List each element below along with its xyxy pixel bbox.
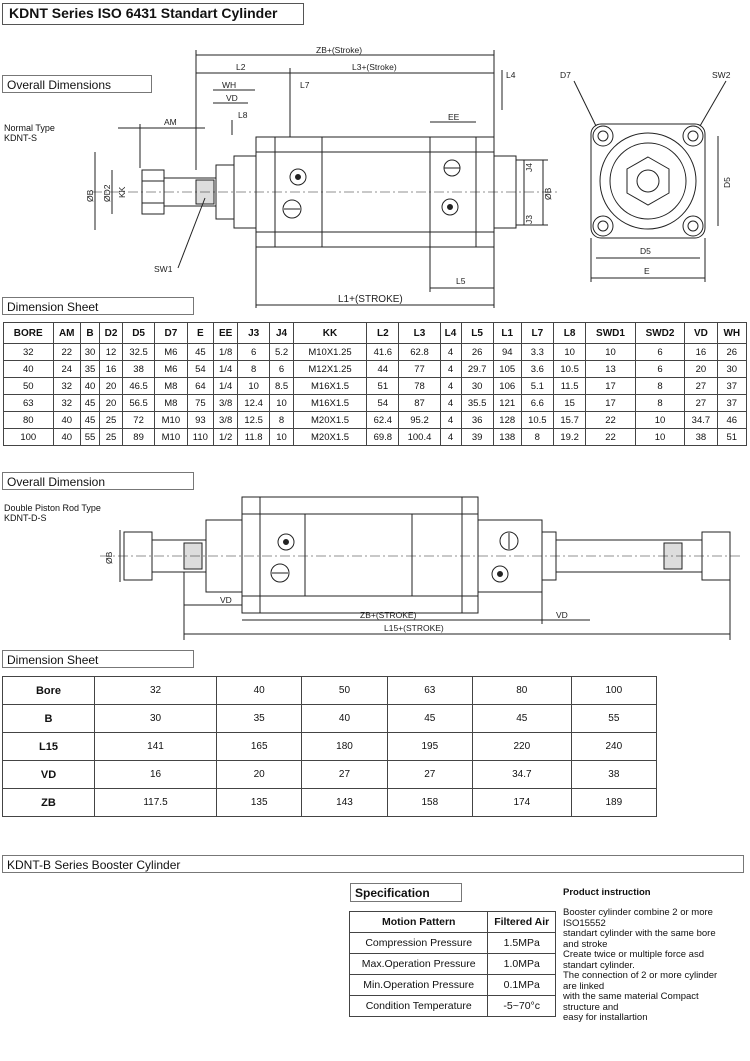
table-cell: 27 bbox=[387, 761, 472, 789]
table-cell: 1/2 bbox=[214, 429, 238, 446]
column-header: B bbox=[80, 323, 99, 344]
table-cell: 3/8 bbox=[214, 395, 238, 412]
table-cell: 20 bbox=[217, 761, 302, 789]
table-cell: M16X1.5 bbox=[293, 378, 366, 395]
table-cell: 165 bbox=[217, 733, 302, 761]
table-cell: 8 bbox=[238, 361, 270, 378]
instruction-line: standart cylinder. bbox=[563, 959, 635, 971]
table-cell: 63 bbox=[387, 677, 472, 705]
table-cell: 6 bbox=[270, 361, 294, 378]
column-header: L5 bbox=[461, 323, 493, 344]
table-cell: 51 bbox=[367, 378, 399, 395]
table-header-row bbox=[350, 912, 556, 933]
spec-label: Max.Operation Pressure bbox=[350, 954, 488, 975]
table-cell: 72 bbox=[122, 412, 154, 429]
table-cell: M12X1.25 bbox=[293, 361, 366, 378]
dim-label-j3: J3 bbox=[524, 215, 534, 224]
table-cell: 27 bbox=[685, 395, 717, 412]
table-cell: 1/4 bbox=[214, 361, 238, 378]
page-title: KDNT Series ISO 6431 Standart Cylinder bbox=[2, 3, 304, 25]
table-cell: 38 bbox=[122, 361, 154, 378]
table-cell: 45 bbox=[187, 344, 214, 361]
dim-label-d5: D5 bbox=[640, 246, 651, 256]
table-cell: 240 bbox=[571, 733, 656, 761]
row-header: B bbox=[3, 705, 95, 733]
table-cell: 36 bbox=[461, 412, 493, 429]
table-cell: 20 bbox=[100, 395, 123, 412]
table-cell: M10 bbox=[155, 429, 187, 446]
table-cell: 8 bbox=[521, 429, 553, 446]
table-cell: 100.4 bbox=[399, 429, 440, 446]
table-cell: 20 bbox=[100, 378, 123, 395]
dim-label-j4: J4 bbox=[524, 163, 534, 172]
table-cell: 4 bbox=[440, 412, 461, 429]
drawing1-labels bbox=[85, 45, 732, 305]
spec-title: Specification bbox=[350, 883, 462, 902]
column-header: L4 bbox=[440, 323, 461, 344]
table-cell: 51 bbox=[717, 429, 746, 446]
dim-label-zb-stroke: ZB+(Stroke) bbox=[316, 45, 363, 55]
table-cell: 80 bbox=[4, 412, 54, 429]
table-cell: 32.5 bbox=[122, 344, 154, 361]
table-row bbox=[350, 996, 556, 1017]
table-cell: 30 bbox=[717, 361, 746, 378]
table-cell: M8 bbox=[155, 395, 187, 412]
table-cell: 40 bbox=[53, 412, 80, 429]
table-cell: 45 bbox=[80, 412, 99, 429]
table-cell: M20X1.5 bbox=[293, 412, 366, 429]
table-cell: 189 bbox=[571, 789, 656, 817]
table-cell: 30 bbox=[80, 344, 99, 361]
table-cell: 3.3 bbox=[521, 344, 553, 361]
table-cell: 16 bbox=[685, 344, 717, 361]
table-cell: 34.7 bbox=[685, 412, 717, 429]
table-cell: 25 bbox=[100, 412, 123, 429]
column-header: L1 bbox=[493, 323, 521, 344]
table-cell: 26 bbox=[717, 344, 746, 361]
table-cell: 29.7 bbox=[461, 361, 493, 378]
table-cell: 100 bbox=[4, 429, 54, 446]
section-title-overall-dimension-2: Overall Dimension bbox=[2, 472, 194, 490]
column-header: D5 bbox=[122, 323, 154, 344]
model-label-double: KDNT-D-S bbox=[4, 513, 47, 523]
table-cell: 93 bbox=[187, 412, 214, 429]
table-cell: 95.2 bbox=[399, 412, 440, 429]
table-cell: 22 bbox=[586, 412, 636, 429]
table-cell: 8.5 bbox=[270, 378, 294, 395]
table-cell: 38 bbox=[571, 761, 656, 789]
table-cell: 46 bbox=[717, 412, 746, 429]
table-cell: 62.4 bbox=[367, 412, 399, 429]
table-cell: 11.8 bbox=[238, 429, 270, 446]
model-label: KDNT-S bbox=[4, 133, 38, 143]
instruction-line: The connection of 2 or more cylinder bbox=[563, 970, 718, 981]
table-cell: 55 bbox=[571, 705, 656, 733]
row-header: L15 bbox=[3, 733, 95, 761]
section-title-dimension-sheet-2: Dimension Sheet bbox=[2, 650, 194, 668]
table-cell: 63 bbox=[4, 395, 54, 412]
table-row bbox=[3, 761, 657, 789]
spec-header: Filtered Air bbox=[488, 912, 556, 933]
table-cell: 40 bbox=[80, 378, 99, 395]
table-cell: 17 bbox=[586, 395, 636, 412]
table-row bbox=[4, 412, 747, 429]
table-cell: 64 bbox=[187, 378, 214, 395]
dim-label-l7: L7 bbox=[300, 80, 310, 90]
table-cell: 78 bbox=[399, 378, 440, 395]
table-cell: 54 bbox=[187, 361, 214, 378]
specification-table bbox=[349, 911, 556, 1017]
table-cell: 105 bbox=[493, 361, 521, 378]
table-cell: M6 bbox=[155, 361, 187, 378]
dimension-table-double bbox=[2, 676, 657, 817]
table-cell: 30 bbox=[95, 705, 217, 733]
table-cell: 62.8 bbox=[399, 344, 440, 361]
end-view-cap bbox=[591, 124, 705, 238]
table-cell: 117.5 bbox=[95, 789, 217, 817]
table-row bbox=[4, 378, 747, 395]
table-row bbox=[350, 954, 556, 975]
table-cell: 37 bbox=[717, 395, 746, 412]
table-cell: 44 bbox=[367, 361, 399, 378]
table-cell: 35.5 bbox=[461, 395, 493, 412]
table-cell: 10 bbox=[238, 378, 270, 395]
dim-label-d7: D7 bbox=[560, 70, 571, 80]
table-cell: 6 bbox=[238, 344, 270, 361]
table-cell: 12.4 bbox=[238, 395, 270, 412]
table-cell: 138 bbox=[493, 429, 521, 446]
dim-label-l1-stroke: L1+(STROKE) bbox=[338, 294, 403, 305]
table-cell: 158 bbox=[387, 789, 472, 817]
column-header: D7 bbox=[155, 323, 187, 344]
section-title-overall-dimensions: Overall Dimensions bbox=[2, 75, 152, 93]
table-cell: 46.5 bbox=[122, 378, 154, 395]
table-cell: 4 bbox=[440, 344, 461, 361]
dim2-label-zb: ZB+(STROKE) bbox=[360, 610, 417, 620]
table-cell: 45 bbox=[80, 395, 99, 412]
table-cell: M20X1.5 bbox=[293, 429, 366, 446]
table-cell: 40 bbox=[217, 677, 302, 705]
dim2-label-vd-right: VD bbox=[556, 610, 568, 620]
column-header: EE bbox=[214, 323, 238, 344]
column-header: BORE bbox=[4, 323, 54, 344]
instruction-line: standart cylinder with the same bore bbox=[563, 928, 716, 939]
table-row bbox=[350, 975, 556, 996]
column-header: VD bbox=[685, 323, 717, 344]
spec-label: Condition Temperature bbox=[350, 996, 488, 1017]
table-cell: 8 bbox=[635, 395, 685, 412]
table-cell: 34.7 bbox=[472, 761, 571, 789]
table-cell: 3/8 bbox=[214, 412, 238, 429]
table-cell: 30 bbox=[461, 378, 493, 395]
dim-label-e: E bbox=[644, 266, 650, 276]
table-cell: 10 bbox=[553, 344, 585, 361]
table-cell: 5.1 bbox=[521, 378, 553, 395]
table-cell: 35 bbox=[217, 705, 302, 733]
dim-label-sw2: SW2 bbox=[712, 70, 731, 80]
dim-label-d2: ØD2 bbox=[102, 184, 112, 202]
table-cell: 6.6 bbox=[521, 395, 553, 412]
table-cell: M10 bbox=[155, 412, 187, 429]
table-cell: 27 bbox=[685, 378, 717, 395]
row-header: VD bbox=[3, 761, 95, 789]
dim-label-l2: L2 bbox=[236, 62, 246, 72]
table-cell: 10 bbox=[635, 429, 685, 446]
table-cell: 32 bbox=[53, 395, 80, 412]
table-row bbox=[4, 344, 747, 361]
cylinder-side-view-drawing bbox=[0, 40, 750, 310]
table-cell: 16 bbox=[95, 761, 217, 789]
table-cell: 89 bbox=[122, 429, 154, 446]
table-cell: 40 bbox=[53, 429, 80, 446]
instruction-line: Create twice or multiple force asd bbox=[563, 949, 704, 960]
column-header: SWD1 bbox=[586, 323, 636, 344]
type-label: Normal Type bbox=[4, 123, 55, 133]
dim-label-b: ØB bbox=[85, 189, 95, 202]
table-cell: 77 bbox=[399, 361, 440, 378]
table-cell: 128 bbox=[493, 412, 521, 429]
dim-label-l5: L5 bbox=[456, 276, 466, 286]
spec-label: Compression Pressure bbox=[350, 933, 488, 954]
table-cell: 56.5 bbox=[122, 395, 154, 412]
table-cell: 121 bbox=[493, 395, 521, 412]
table-cell: 10.5 bbox=[521, 412, 553, 429]
table-cell: 69.8 bbox=[367, 429, 399, 446]
table-row bbox=[350, 933, 556, 954]
spec-value: 0.1MPa bbox=[488, 975, 556, 996]
dim-label-d5-vertical: D5 bbox=[722, 177, 732, 188]
table-cell: 80 bbox=[472, 677, 571, 705]
dim2-label-vd-left: VD bbox=[220, 595, 232, 605]
table-cell: 45 bbox=[387, 705, 472, 733]
table-cell: 110 bbox=[187, 429, 214, 446]
spec-value: -5~70°c bbox=[488, 996, 556, 1017]
column-header: L2 bbox=[367, 323, 399, 344]
dim-label-b-rear: ØB bbox=[543, 187, 553, 200]
table-cell: 37 bbox=[717, 378, 746, 395]
table-cell: 19.2 bbox=[553, 429, 585, 446]
table-cell: 4 bbox=[440, 378, 461, 395]
dim-label-am: AM bbox=[164, 117, 177, 127]
dim-label-kk: KK bbox=[117, 186, 127, 198]
table-cell: 26 bbox=[461, 344, 493, 361]
column-header: L8 bbox=[553, 323, 585, 344]
column-header: WH bbox=[717, 323, 746, 344]
table-cell: 143 bbox=[302, 789, 387, 817]
table-cell: 12.5 bbox=[238, 412, 270, 429]
dim2-label-b: ØB bbox=[104, 551, 114, 564]
table-cell: M6 bbox=[155, 344, 187, 361]
table-cell: 10 bbox=[586, 344, 636, 361]
table-cell: 106 bbox=[493, 378, 521, 395]
table-cell: 5.2 bbox=[270, 344, 294, 361]
column-header: SWD2 bbox=[635, 323, 685, 344]
table-cell: 141 bbox=[95, 733, 217, 761]
table-cell: 6 bbox=[635, 344, 685, 361]
table-cell: 1/8 bbox=[214, 344, 238, 361]
table-cell: 38 bbox=[685, 429, 717, 446]
table-row bbox=[4, 361, 747, 378]
dim-label-l3-stroke: L3+(Stroke) bbox=[352, 62, 397, 72]
table-row bbox=[3, 733, 657, 761]
instruction-line: and stroke bbox=[563, 938, 608, 950]
instruction-text bbox=[563, 908, 748, 1024]
table-cell: 10.5 bbox=[553, 361, 585, 378]
table-cell: 40 bbox=[302, 705, 387, 733]
table-row bbox=[3, 789, 657, 817]
dim-label-l4: L4 bbox=[506, 70, 516, 80]
table-cell: M10X1.25 bbox=[293, 344, 366, 361]
table-cell: M8 bbox=[155, 378, 187, 395]
table-cell: 220 bbox=[472, 733, 571, 761]
table-cell: 100 bbox=[571, 677, 656, 705]
table-row bbox=[3, 677, 657, 705]
table-cell: 195 bbox=[387, 733, 472, 761]
table-cell: 25 bbox=[100, 429, 123, 446]
column-header: E bbox=[187, 323, 214, 344]
double-rod-cylinder-drawing bbox=[0, 490, 750, 650]
table-cell: 135 bbox=[217, 789, 302, 817]
dimension-table-normal bbox=[3, 322, 747, 446]
section-title-dimension-sheet-1: Dimension Sheet bbox=[2, 297, 194, 315]
table-cell: 75 bbox=[187, 395, 214, 412]
table-cell: 40 bbox=[4, 361, 54, 378]
table-cell: 12 bbox=[100, 344, 123, 361]
dim-label-sw1: SW1 bbox=[154, 264, 173, 274]
table-cell: 32 bbox=[95, 677, 217, 705]
row-header: Bore bbox=[3, 677, 95, 705]
instruction-title: Product instruction bbox=[563, 887, 651, 898]
table-cell: 45 bbox=[472, 705, 571, 733]
spec-label: Min.Operation Pressure bbox=[350, 975, 488, 996]
table-cell: 22 bbox=[53, 344, 80, 361]
table-cell: 3.6 bbox=[521, 361, 553, 378]
section-title-booster: KDNT-B Series Booster Cylinder bbox=[2, 855, 744, 873]
table-cell: 10 bbox=[270, 429, 294, 446]
table-cell: 8 bbox=[635, 378, 685, 395]
table-cell: 17 bbox=[586, 378, 636, 395]
table-cell: 54 bbox=[367, 395, 399, 412]
table-cell: 15 bbox=[553, 395, 585, 412]
spec-value: 1.0MPa bbox=[488, 954, 556, 975]
spec-header: Motion Pattern bbox=[350, 912, 488, 933]
table-cell: 94 bbox=[493, 344, 521, 361]
table-cell: 35 bbox=[80, 361, 99, 378]
instruction-line: structure and bbox=[563, 1001, 619, 1013]
column-header: AM bbox=[53, 323, 80, 344]
table-cell: 39 bbox=[461, 429, 493, 446]
table-cell: 8 bbox=[270, 412, 294, 429]
type-label-double: Double Piston Rod Type bbox=[4, 503, 101, 513]
table-cell: 32 bbox=[53, 378, 80, 395]
instruction-line: ISO15552 bbox=[563, 917, 606, 929]
table-cell: 16 bbox=[100, 361, 123, 378]
column-header: L3 bbox=[399, 323, 440, 344]
dim-label-vd: VD bbox=[226, 93, 238, 103]
table-cell: 13 bbox=[586, 361, 636, 378]
table-cell: 50 bbox=[302, 677, 387, 705]
dim-label-l8: L8 bbox=[238, 110, 248, 120]
column-header: J3 bbox=[238, 323, 270, 344]
instruction-line: are linked bbox=[563, 980, 605, 992]
table-cell: 27 bbox=[302, 761, 387, 789]
column-header: J4 bbox=[270, 323, 294, 344]
instruction-line: with the same material Compact bbox=[563, 991, 699, 1002]
table-cell: 4 bbox=[440, 395, 461, 412]
table-cell: 4 bbox=[440, 429, 461, 446]
row-header: ZB bbox=[3, 789, 95, 817]
table-row bbox=[4, 429, 747, 446]
instruction-line: Booster cylinder combine 2 or more bbox=[563, 907, 713, 918]
table-cell: 15.7 bbox=[553, 412, 585, 429]
column-header: L7 bbox=[521, 323, 553, 344]
column-header: D2 bbox=[100, 323, 123, 344]
column-header: KK bbox=[293, 323, 366, 344]
table-cell: M16X1.5 bbox=[293, 395, 366, 412]
table-cell: 174 bbox=[472, 789, 571, 817]
table-cell: 6 bbox=[635, 361, 685, 378]
table-cell: 87 bbox=[399, 395, 440, 412]
table-cell: 22 bbox=[586, 429, 636, 446]
table-cell: 32 bbox=[4, 344, 54, 361]
instruction-line: easy for installartion bbox=[563, 1012, 648, 1023]
spec-value: 1.5MPa bbox=[488, 933, 556, 954]
table-row bbox=[3, 705, 657, 733]
table-cell: 11.5 bbox=[553, 378, 585, 395]
table-cell: 180 bbox=[302, 733, 387, 761]
table-cell: 20 bbox=[685, 361, 717, 378]
table-row bbox=[4, 395, 747, 412]
table-cell: 1/4 bbox=[214, 378, 238, 395]
table-cell: 55 bbox=[80, 429, 99, 446]
table-cell: 50 bbox=[4, 378, 54, 395]
table-cell: 41.6 bbox=[367, 344, 399, 361]
table-cell: 10 bbox=[635, 412, 685, 429]
table-cell: 4 bbox=[440, 361, 461, 378]
dim-label-wh: WH bbox=[222, 80, 237, 90]
table-cell: 24 bbox=[53, 361, 80, 378]
table-cell: 10 bbox=[270, 395, 294, 412]
dim-label-ee: EE bbox=[448, 112, 460, 122]
dim2-label-l15: L15+(STROKE) bbox=[384, 623, 444, 633]
